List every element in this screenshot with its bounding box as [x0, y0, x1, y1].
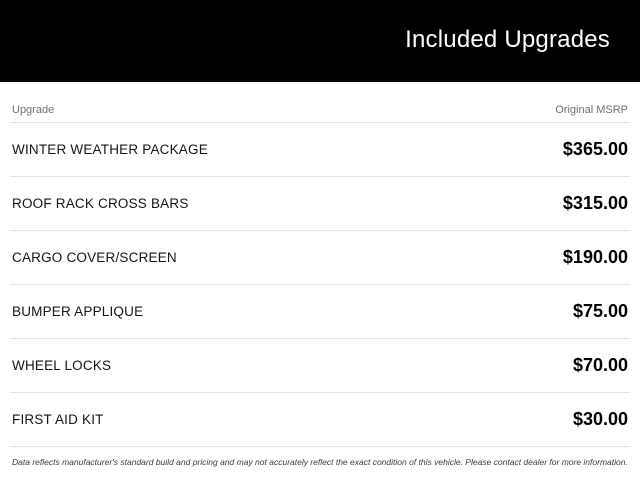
upgrades-content — [0, 82, 640, 468]
page-title: Included Upgrades — [405, 26, 610, 53]
table-row — [10, 392, 630, 446]
upgrade-price: $30.00 — [572, 409, 628, 429]
page-header — [0, 0, 640, 82]
upgrade-price: $190.00 — [562, 247, 628, 267]
upgrade-name: FIRST AID KIT — [12, 412, 104, 427]
disclaimer-text: Data reflects manufacturer's standard build and pricing and may not accurately reflect the exact condition of this vehicle. Please contact dealer for more information. — [10, 446, 630, 468]
upgrade-price: $75.00 — [572, 301, 628, 321]
column-header-msrp: Original MSRP — [555, 104, 628, 116]
upgrade-name: ROOF RACK CROSS BARS — [12, 196, 189, 211]
table-row — [10, 176, 630, 230]
table-row — [10, 230, 630, 284]
upgrade-price: $365.00 — [562, 139, 628, 159]
upgrades-table — [10, 122, 630, 446]
table-row — [10, 284, 630, 338]
table-row — [10, 338, 630, 392]
table-column-headers — [10, 82, 630, 122]
upgrade-price: $315.00 — [562, 193, 628, 213]
column-header-upgrade: Upgrade — [12, 104, 55, 116]
upgrade-price: $70.00 — [572, 355, 628, 375]
upgrade-name: WINTER WEATHER PACKAGE — [12, 142, 208, 157]
upgrade-name: CARGO COVER/SCREEN — [12, 250, 177, 265]
upgrade-name: WHEEL LOCKS — [12, 358, 112, 373]
table-row — [10, 122, 630, 176]
upgrade-name: BUMPER APPLIQUE — [12, 304, 144, 319]
